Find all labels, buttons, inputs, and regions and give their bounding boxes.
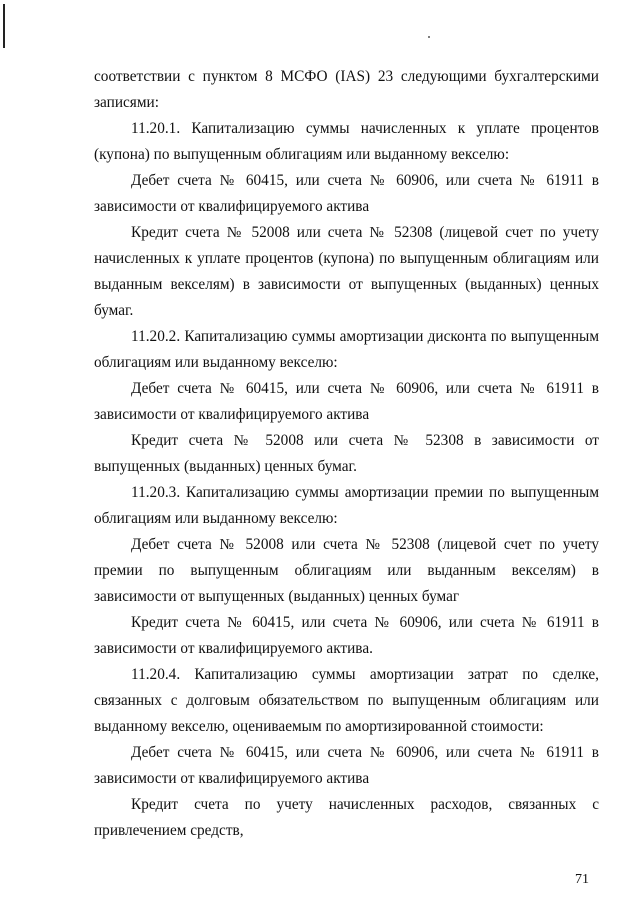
document-body bbox=[94, 64, 599, 844]
paragraph-debit-2: Дебет счета № 60415, или счета № 60906, или счета № 61911 в зависимости от квалифицируемого актива bbox=[94, 380, 599, 423]
paragraph-debit-3: Дебет счета № 52008 или счета № 52308 (лицевой счет по учету премии по выпущенным облигациям или выданным векселям) в зависимости от выпущенных (выданных) ценных бумаг bbox=[94, 536, 599, 605]
page-number: 71 bbox=[575, 872, 589, 887]
paragraph-credit-2: Кредит счета № 52008 или счета № 52308 в зависимости от выпущенных (выданных) ценных бумаг. bbox=[94, 432, 599, 475]
paragraph-11-20-3: 11.20.3. Капитализацию суммы амортизации премии по выпущенным облигациям или выданному векселю: bbox=[94, 484, 599, 527]
paragraph-credit-4: Кредит счета по учету начисленных расходов, связанных с привлечением средств, bbox=[94, 796, 599, 839]
paragraph-intro: соответствии с пунктом 8 МСФО (IAS) 23 следующими бухгалтерскими записями: bbox=[94, 68, 599, 111]
paragraph-credit-3: Кредит счета № 60415, или счета № 60906, или счета № 61911 в зависимости от квалифицируемого актива. bbox=[94, 614, 599, 657]
scan-edge-mark bbox=[3, 4, 5, 48]
paragraph-11-20-1: 11.20.1. Капитализацию суммы начисленных к уплате процентов (купона) по выпущенным облигациям или выданному векселю: bbox=[94, 120, 599, 163]
paragraph-debit-1: Дебет счета № 60415, или счета № 60906, или счета № 61911 в зависимости от квалифицируемого актива bbox=[94, 172, 599, 215]
paragraph-credit-1: Кредит счета № 52008 или счета № 52308 (лицевой счет по учету начисленных к уплате процентов (купона) по выпущенным облигациям или выданным векселям) в зависимости от выпущенных (выданных) ценных бумаг. bbox=[94, 224, 599, 319]
paragraph-11-20-2: 11.20.2. Капитализацию суммы амортизации дисконта по выпущенным облигациям или выданному векселю: bbox=[94, 328, 599, 371]
paragraph-debit-4: Дебет счета № 60415, или счета № 60906, или счета № 61911 в зависимости от квалифицируемого актива bbox=[94, 744, 599, 787]
scan-dust-dot bbox=[428, 36, 430, 38]
paragraph-11-20-4: 11.20.4. Капитализацию суммы амортизации затрат по сделке, связанных с долговым обязательством по выпущенным облигациям или выданному векселю, оцениваемым по амортизированной стоимости: bbox=[94, 666, 599, 735]
